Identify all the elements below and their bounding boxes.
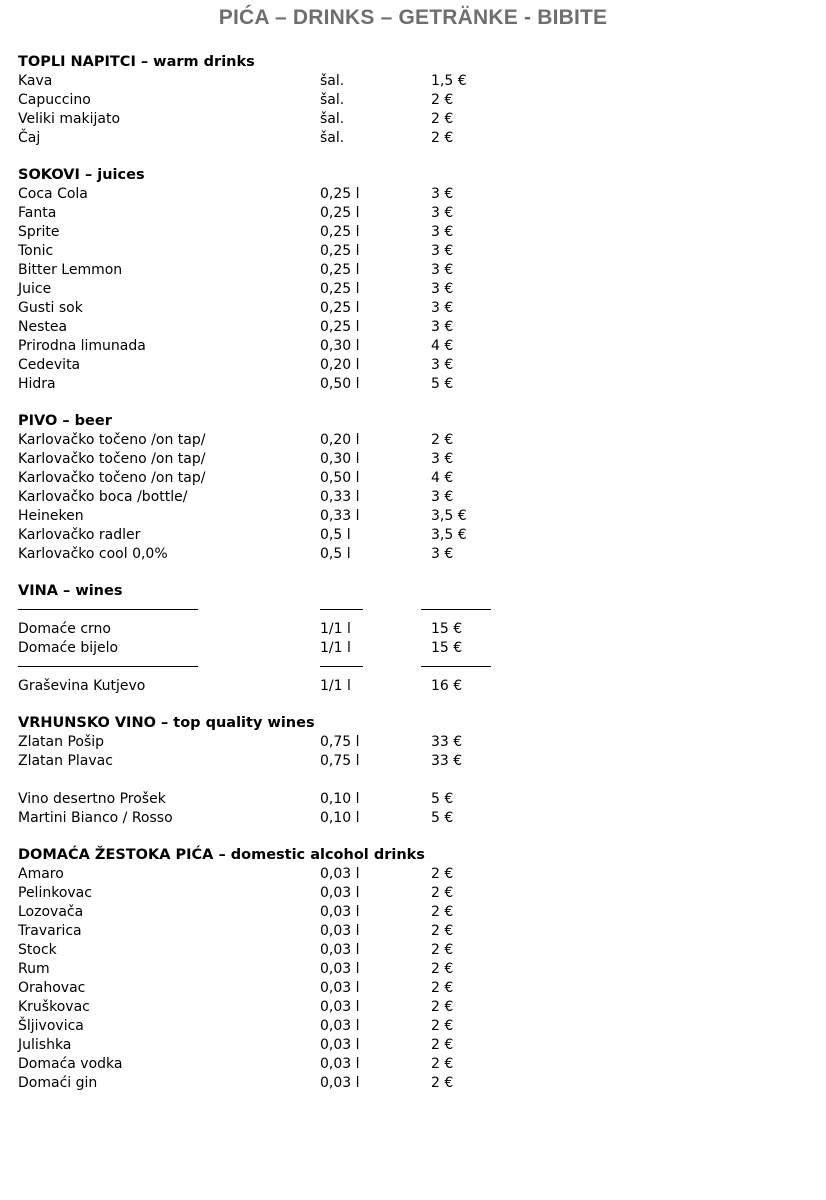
- item-quantity: 0,03 l: [320, 942, 360, 958]
- item-name: Martini Bianco / Rosso: [18, 810, 173, 826]
- item-name: Julishka: [18, 1037, 72, 1053]
- item-quantity: 0,25 l: [320, 205, 360, 221]
- menu-item: [18, 110, 808, 129]
- item-price: 5 €: [431, 810, 454, 826]
- item-price: 3 €: [431, 319, 454, 335]
- divider-line: [421, 666, 491, 667]
- item-name: Prirodna limunada: [18, 338, 146, 354]
- item-price: 2 €: [431, 942, 454, 958]
- item-quantity: 0,25 l: [320, 243, 360, 259]
- item-quantity: 0,03 l: [320, 904, 360, 920]
- menu-item: [18, 620, 808, 639]
- item-name: Vino desertno Prošek: [18, 791, 166, 807]
- item-price: 15 €: [431, 640, 463, 656]
- item-quantity: 0,25 l: [320, 224, 360, 240]
- item-name: Pelinkovac: [18, 885, 92, 901]
- item-price: 3 €: [431, 205, 454, 221]
- menu-item: [18, 884, 808, 903]
- item-price: 2 €: [431, 1056, 454, 1072]
- item-price: 3 €: [431, 300, 454, 316]
- item-name: Čaj: [18, 130, 41, 146]
- menu-section: [18, 166, 808, 394]
- menu-item: [18, 129, 808, 148]
- item-price: 2 €: [431, 904, 454, 920]
- menu-item: [18, 1074, 808, 1093]
- menu-item: [18, 1036, 808, 1055]
- item-name: Sprite: [18, 224, 60, 240]
- item-quantity: 1/1 l: [320, 640, 351, 656]
- menu-item: [18, 639, 808, 658]
- divider-rules: [18, 658, 808, 677]
- item-price: 3,5 €: [431, 527, 467, 543]
- menu-item: [18, 922, 808, 941]
- divider-line: [320, 609, 363, 610]
- item-name: Cedevita: [18, 357, 81, 373]
- item-quantity: 0,03 l: [320, 999, 360, 1015]
- item-price: 33 €: [431, 734, 463, 750]
- item-name: Nestea: [18, 319, 68, 335]
- item-quantity: 0,30 l: [320, 451, 360, 467]
- item-price: 3 €: [431, 243, 454, 259]
- menu-item: [18, 469, 808, 488]
- item-price: 2 €: [431, 885, 454, 901]
- item-price: 2 €: [431, 923, 454, 939]
- menu-item: [18, 733, 808, 752]
- item-name: Domaće bijelo: [18, 640, 119, 656]
- item-quantity: 1/1 l: [320, 678, 351, 694]
- item-price: 3 €: [431, 262, 454, 278]
- menu-item: [18, 72, 808, 91]
- menu-item: [18, 185, 808, 204]
- menu-section: [18, 714, 808, 828]
- menu-item: [18, 790, 808, 809]
- item-quantity: šal.: [320, 130, 345, 146]
- item-name: Domaća vodka: [18, 1056, 123, 1072]
- item-price: 16 €: [431, 678, 463, 694]
- section-heading: DOMAĆA ŽESTOKA PIĆA – domestic alcohol drinks: [18, 847, 425, 863]
- menu-section: [18, 846, 808, 1093]
- item-name: Juice: [18, 281, 52, 297]
- item-name: Karlovačko točeno /on tap/: [18, 470, 206, 486]
- item-name: Graševina Kutjevo: [18, 678, 146, 694]
- menu-item: [18, 960, 808, 979]
- item-quantity: 0,33 l: [320, 489, 360, 505]
- item-quantity: 0,25 l: [320, 186, 360, 202]
- item-name: Tonic: [18, 243, 54, 259]
- divider-line: [18, 609, 198, 610]
- item-name: Capuccino: [18, 92, 91, 108]
- item-price: 2 €: [431, 1018, 454, 1034]
- menu-section: [18, 412, 808, 564]
- item-price: 2 €: [431, 980, 454, 996]
- item-quantity: 0,25 l: [320, 319, 360, 335]
- section-heading: PIVO – beer: [18, 413, 112, 429]
- item-name: Šljivovica: [18, 1018, 84, 1034]
- menu-item: [18, 998, 808, 1017]
- item-price: 1,5 €: [431, 73, 467, 89]
- section-heading: VINA – wines: [18, 583, 123, 599]
- item-quantity: šal.: [320, 111, 345, 127]
- item-price: 3 €: [431, 281, 454, 297]
- menu-item: [18, 261, 808, 280]
- menu-item: [18, 204, 808, 223]
- menu-item: [18, 356, 808, 375]
- menu-item: [18, 865, 808, 884]
- item-price: 15 €: [431, 621, 463, 637]
- item-name: Karlovačko točeno /on tap/: [18, 432, 206, 448]
- item-price: 3 €: [431, 357, 454, 373]
- item-quantity: 0,03 l: [320, 1075, 360, 1091]
- row-spacer: [18, 771, 808, 790]
- divider-line: [18, 666, 198, 667]
- item-name: Domaći gin: [18, 1075, 98, 1091]
- menu-item: [18, 677, 808, 696]
- item-name: Kava: [18, 73, 53, 89]
- item-quantity: 0,03 l: [320, 866, 360, 882]
- item-name: Zlatan Plavac: [18, 753, 113, 769]
- item-price: 2 €: [431, 866, 454, 882]
- menu-item: [18, 1055, 808, 1074]
- menu-item: [18, 1017, 808, 1036]
- menu-item: [18, 242, 808, 261]
- menu-item: [18, 488, 808, 507]
- item-price: 4 €: [431, 338, 454, 354]
- item-price: 2 €: [431, 111, 454, 127]
- item-name: Karlovačko radler: [18, 527, 141, 543]
- item-quantity: 0,25 l: [320, 262, 360, 278]
- item-quantity: 0,10 l: [320, 810, 360, 826]
- item-price: 2 €: [431, 961, 454, 977]
- section-heading: VRHUNSKO VINO – top quality wines: [18, 715, 315, 731]
- item-quantity: 0,03 l: [320, 885, 360, 901]
- item-quantity: 0,75 l: [320, 734, 360, 750]
- menu-section: [18, 582, 808, 696]
- item-name: Zlatan Pošip: [18, 734, 105, 750]
- item-quantity: 0,10 l: [320, 791, 360, 807]
- item-quantity: 0,20 l: [320, 357, 360, 373]
- menu-item: [18, 318, 808, 337]
- menu-section: [18, 53, 808, 148]
- menu-item: [18, 526, 808, 545]
- item-quantity: 0,75 l: [320, 753, 360, 769]
- item-price: 5 €: [431, 791, 454, 807]
- item-quantity: 0,03 l: [320, 923, 360, 939]
- item-price: 2 €: [431, 1075, 454, 1091]
- menu-item: [18, 280, 808, 299]
- menu-item: [18, 450, 808, 469]
- item-quantity: 0,25 l: [320, 300, 360, 316]
- item-price: 2 €: [431, 130, 454, 146]
- item-quantity: 0,25 l: [320, 281, 360, 297]
- item-price: 3 €: [431, 489, 454, 505]
- item-name: Amaro: [18, 866, 64, 882]
- item-name: Orahovac: [18, 980, 86, 996]
- item-name: Karlovačko cool 0,0%: [18, 546, 168, 562]
- item-name: Stock: [18, 942, 57, 958]
- menu-item: [18, 223, 808, 242]
- item-price: 2 €: [431, 999, 454, 1015]
- divider-rules: [18, 601, 808, 620]
- menu-item: [18, 545, 808, 564]
- item-quantity: 0,03 l: [320, 980, 360, 996]
- item-name: Karlovačko boca /bottle/: [18, 489, 188, 505]
- item-quantity: 1/1 l: [320, 621, 351, 637]
- item-price: 4 €: [431, 470, 454, 486]
- item-price: 33 €: [431, 753, 463, 769]
- item-price: 3 €: [431, 451, 454, 467]
- menu-item: [18, 299, 808, 318]
- item-price: 2 €: [431, 432, 454, 448]
- item-name: Veliki makijato: [18, 111, 121, 127]
- item-quantity: 0,03 l: [320, 1018, 360, 1034]
- menu-item: [18, 91, 808, 110]
- item-price: 3 €: [431, 546, 454, 562]
- page-title: PIĆA – DRINKS – GETRÄNKE - BIBITE: [218, 6, 608, 29]
- item-name: Domaće crno: [18, 621, 111, 637]
- item-price: 3 €: [431, 224, 454, 240]
- item-quantity: 0,50 l: [320, 376, 360, 392]
- menu-item: [18, 507, 808, 526]
- item-quantity: šal.: [320, 92, 345, 108]
- item-price: 2 €: [431, 92, 454, 108]
- item-price: 5 €: [431, 376, 454, 392]
- item-quantity: 0,03 l: [320, 1056, 360, 1072]
- item-name: Travarica: [18, 923, 82, 939]
- item-price: 3,5 €: [431, 508, 467, 524]
- item-quantity: 0,20 l: [320, 432, 360, 448]
- divider-line: [421, 609, 491, 610]
- menu-item: [18, 752, 808, 771]
- menu-item: [18, 337, 808, 356]
- section-heading: SOKOVI – juices: [18, 167, 145, 183]
- item-price: 3 €: [431, 186, 454, 202]
- item-name: Gusti sok: [18, 300, 83, 316]
- drinks-menu: [18, 53, 808, 1111]
- item-quantity: 0,5 l: [320, 546, 351, 562]
- item-name: Lozovača: [18, 904, 84, 920]
- item-quantity: 0,03 l: [320, 961, 360, 977]
- item-quantity: 0,30 l: [320, 338, 360, 354]
- item-quantity: 0,03 l: [320, 1037, 360, 1053]
- divider-line: [320, 666, 363, 667]
- item-price: 2 €: [431, 1037, 454, 1053]
- item-quantity: 0,5 l: [320, 527, 351, 543]
- item-name: Heineken: [18, 508, 84, 524]
- item-name: Rum: [18, 961, 50, 977]
- item-quantity: šal.: [320, 73, 345, 89]
- menu-item: [18, 375, 808, 394]
- item-name: Hidra: [18, 376, 56, 392]
- menu-item: [18, 431, 808, 450]
- item-name: Coca Cola: [18, 186, 88, 202]
- item-name: Karlovačko točeno /on tap/: [18, 451, 206, 467]
- item-quantity: 0,50 l: [320, 470, 360, 486]
- section-heading: TOPLI NAPITCI – warm drinks: [18, 54, 255, 70]
- item-name: Kruškovac: [18, 999, 90, 1015]
- menu-item: [18, 903, 808, 922]
- menu-item: [18, 979, 808, 998]
- item-quantity: 0,33 l: [320, 508, 360, 524]
- item-name: Bitter Lemmon: [18, 262, 123, 278]
- menu-item: [18, 809, 808, 828]
- menu-item: [18, 941, 808, 960]
- item-name: Fanta: [18, 205, 57, 221]
